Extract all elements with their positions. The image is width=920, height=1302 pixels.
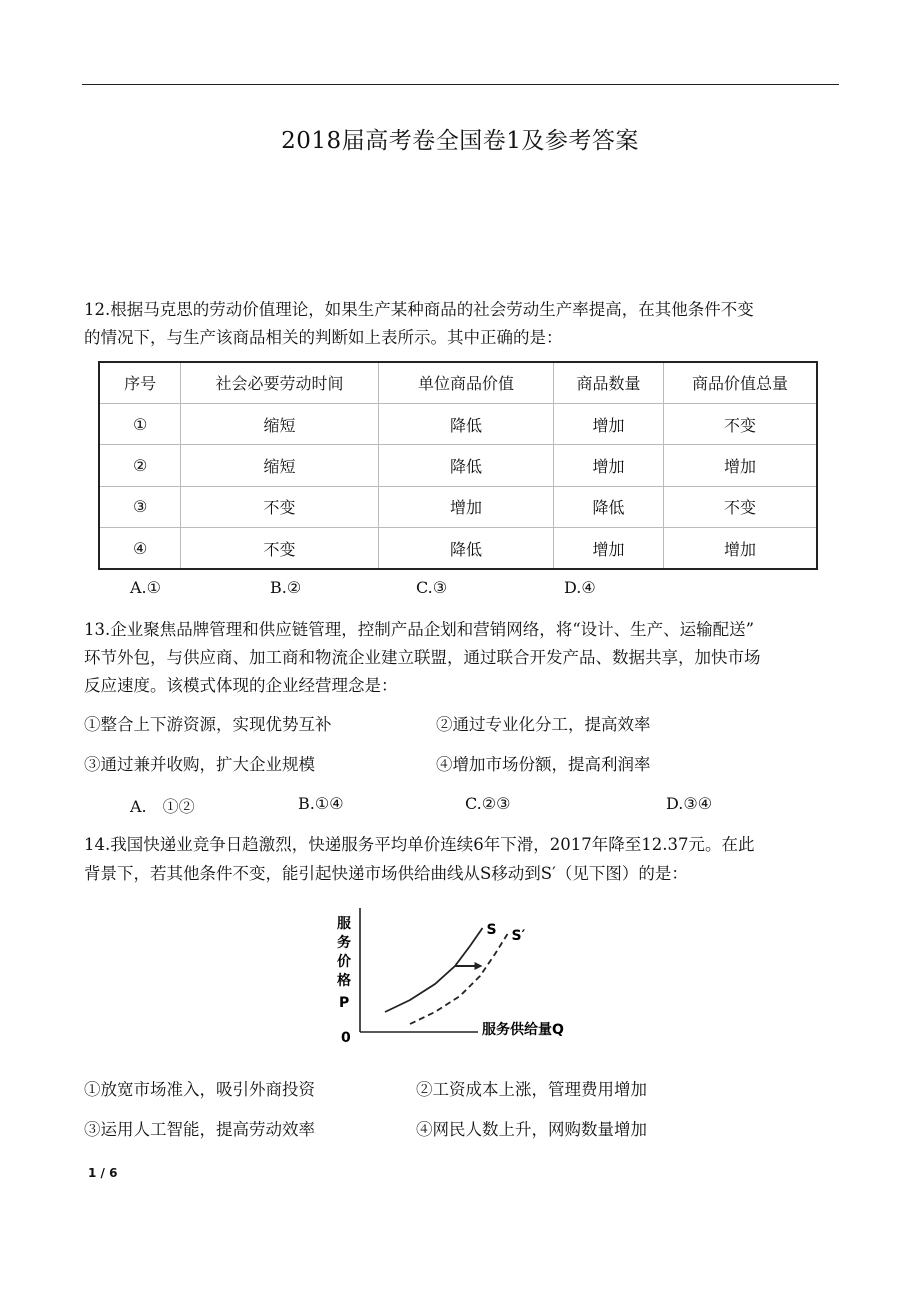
table-row — [99, 486, 817, 527]
series-label-s: S — [486, 922, 497, 938]
page-number: 1 / 6 — [88, 1166, 118, 1180]
top-rule — [82, 84, 839, 85]
q13-stem-line3: 反应速度。该模式体现的企业经营理念是： — [84, 676, 398, 695]
table-cell: 增加 — [663, 445, 817, 486]
q14-item-3: ③运用人工智能，提高劳动效率 — [84, 1120, 315, 1139]
q14-item-2: ②工资成本上涨，管理费用增加 — [416, 1080, 647, 1099]
q13-option-d: D.③④ — [666, 794, 713, 813]
q13-option-c: C.②③ — [465, 794, 511, 813]
table-cell: ① — [99, 403, 181, 444]
table-cell: 增加 — [554, 403, 664, 444]
supply-curve-s-prime — [410, 934, 508, 1024]
table-cell: 增加 — [554, 528, 664, 569]
table-header-cell: 社会必要劳动时间 — [181, 362, 378, 403]
q13-stem-line2: 环节外包，与供应商、加工商和物流企业建立联盟，通过联合开发产品、数据共享，加快市场 — [84, 648, 761, 667]
table-cell: 不变 — [181, 528, 378, 569]
q12-stem-line1: 12.根据马克思的劳动价值理论，如果生产某种商品的社会劳动生产率提高，在其他条件不变 — [84, 300, 754, 319]
table-cell: ③ — [99, 486, 181, 527]
origin-label: 0 — [341, 1030, 351, 1046]
table-cell: 增加 — [554, 445, 664, 486]
table-cell: 降低 — [378, 403, 553, 444]
table-cell: 降低 — [554, 486, 664, 527]
q12-stem-line2: 的情况下，与生产该商品相关的判断如上表所示。其中正确的是： — [84, 328, 563, 347]
q14-item-4: ④网民人数上升，网购数量增加 — [416, 1120, 647, 1139]
table-cell: 不变 — [663, 486, 817, 527]
supply-curve-s — [385, 928, 483, 1012]
table-header-cell: 序号 — [99, 362, 181, 403]
q13-stem-line1: 13.企业聚焦品牌管理和供应链管理，控制产品企划和营销网络，将“设计、生产、运输配送” — [84, 620, 755, 639]
y-axis-label: P — [339, 995, 350, 1011]
q12-option-d: D.④ — [564, 578, 596, 597]
q12-option-a: A.① — [130, 578, 161, 597]
q12-option-b: B.② — [270, 578, 302, 597]
table-cell: 缩短 — [181, 445, 378, 486]
y-axis-label: 服 — [337, 916, 351, 932]
q14-stem-line1: 14.我国快递业竞争日趋激烈，快递服务平均单价连续6年下滑，2017年降至12.37元。在此 — [84, 835, 755, 854]
supply-shift-chart — [330, 904, 590, 1048]
q13-option-b: B.①④ — [298, 794, 344, 813]
shift-arrow-head — [475, 962, 483, 970]
table-header-cell: 单位商品价值 — [378, 362, 553, 403]
q13-item-3: ③通过兼并收购，扩大企业规模 — [84, 755, 315, 774]
table-cell: ② — [99, 445, 181, 486]
table-header-row — [99, 362, 817, 403]
table-row — [99, 528, 817, 569]
table-cell: 增加 — [663, 528, 817, 569]
table-cell: ④ — [99, 528, 181, 569]
y-axis-label: 价 — [337, 954, 351, 970]
q13-item-1: ①整合上下游资源，实现优势互补 — [84, 715, 332, 734]
table-row — [99, 403, 817, 444]
table-header-cell: 商品数量 — [554, 362, 664, 403]
q14-item-1: ①放宽市场准入，吸引外商投资 — [84, 1080, 315, 1099]
table-cell: 不变 — [181, 486, 378, 527]
y-axis-label: 务 — [337, 935, 351, 951]
q14-stem-line2: 背景下，若其他条件不变，能引起快递市场供给曲线从S移动到S′（见下图）的是： — [84, 864, 688, 883]
table-cell: 增加 — [378, 486, 553, 527]
q13-item-2: ②通过专业化分工，提高效率 — [436, 715, 651, 734]
table-cell: 降低 — [378, 528, 553, 569]
y-axis-label: 格 — [337, 973, 351, 989]
q13-item-4: ④增加市场份额，提高利润率 — [436, 755, 651, 774]
series-label-s-prime: S′ — [511, 928, 526, 944]
table-cell: 降低 — [378, 445, 553, 486]
table-cell: 不变 — [663, 403, 817, 444]
x-axis-label: 服务供给量Q — [482, 1022, 564, 1038]
q12-table — [98, 361, 818, 570]
q13-option-a: A. ①② — [130, 797, 195, 816]
q12-option-c: C.③ — [416, 578, 448, 597]
page-title: 2018届高考卷全国卷1及参考答案 — [281, 128, 639, 154]
table-row — [99, 445, 817, 486]
table-header-cell: 商品价值总量 — [663, 362, 817, 403]
table-cell: 缩短 — [181, 403, 378, 444]
